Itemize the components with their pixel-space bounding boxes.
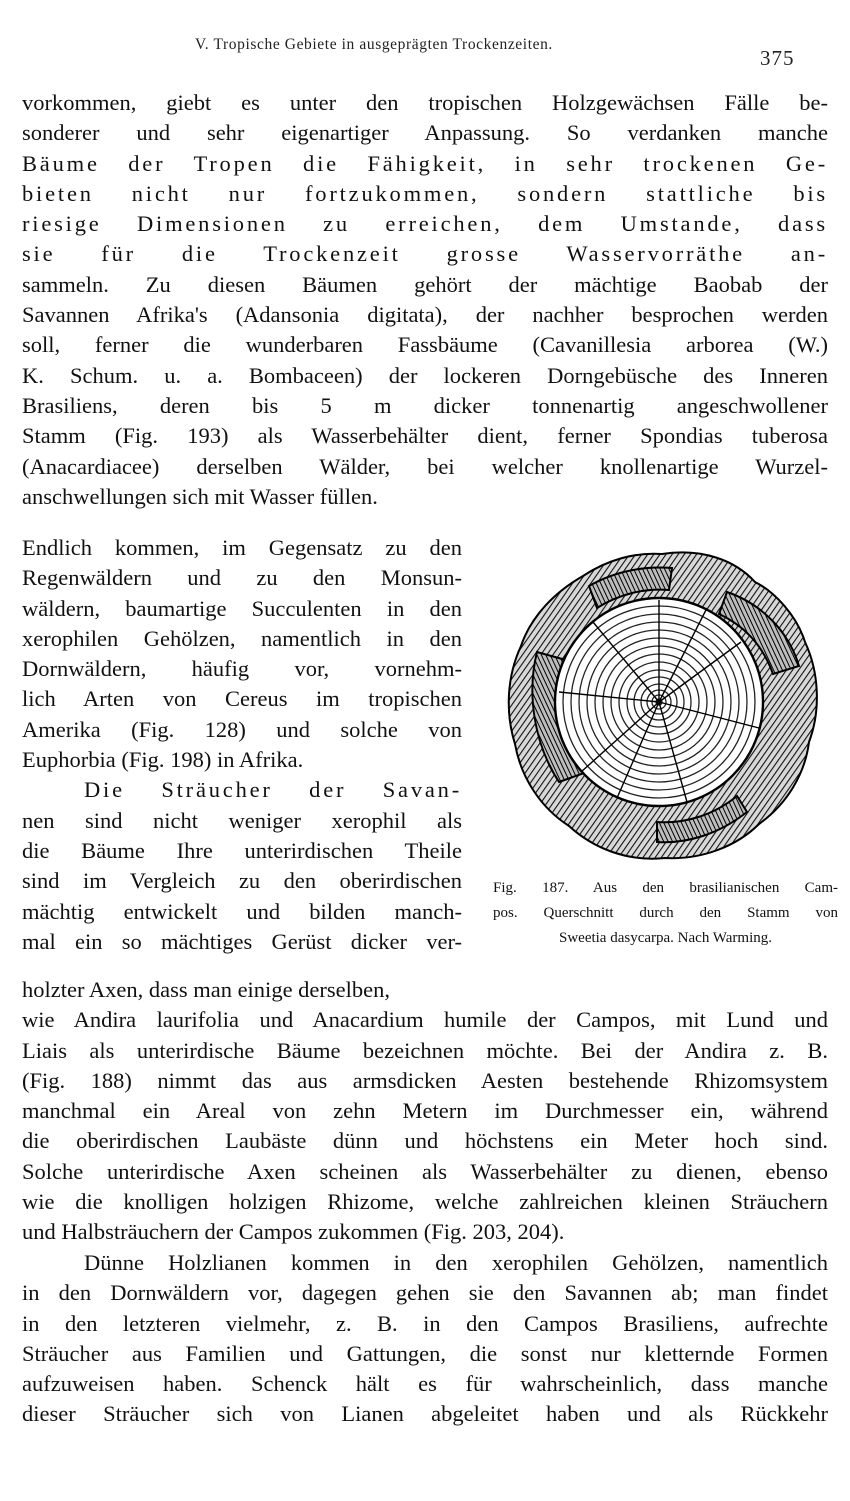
page-header bbox=[0, 30, 850, 70]
text-line: wie Andira laurifolia und Anacardium humile der Campos, mit Lund und bbox=[22, 1007, 828, 1033]
text-line: sammeln. Zu diesen Bäumen gehört der mächtige Baobab der bbox=[22, 271, 828, 297]
page-number: 375 bbox=[760, 46, 795, 70]
text-line: bieten nicht nur fortzukommen, sondern stattliche bis bbox=[22, 180, 828, 206]
caption-line: Fig. 187. Aus den brasilianischen Cam- bbox=[493, 880, 838, 896]
text-line: xerophilen Gehölzen, namentlich in den bbox=[22, 625, 462, 651]
text-line: Stamm (Fig. 193) als Wasserbehälter dient, ferner Spondias tuberosa bbox=[22, 423, 828, 449]
text-line: riesige Dimensionen zu erreichen, dem Umstande, dass bbox=[22, 211, 828, 237]
text-line: dieser Sträucher sich von Lianen abgeleitet haben und als Rückkehr bbox=[22, 1401, 828, 1427]
text-line: Bäume der Tropen die Fähigkeit, in sehr trockenen Ge- bbox=[22, 150, 828, 176]
text-line: die Bäume Ihre unterirdischen Theile bbox=[22, 837, 462, 863]
text-line: mal ein so mächtiges Gerüst dicker ver- bbox=[22, 928, 462, 954]
text-line: Savannen Afrika's (Adansonia digitata), der nachher besprochen werden bbox=[22, 302, 828, 328]
text-line: Solche unterirdische Axen scheinen als Wasserbehälter zu dienen, ebenso bbox=[22, 1158, 828, 1184]
text-line: (Fig. 188) nimmt das aus armsdicken Aesten bestehende Rhizomsystem bbox=[22, 1067, 828, 1093]
text-line: sind im Vergleich zu den oberirdischen bbox=[22, 868, 462, 894]
text-line: soll, ferner die wunderbaren Fassbäume (Cavanillesia arborea (W.) bbox=[22, 332, 828, 358]
text-line: Regenwäldern und zu den Monsun- bbox=[22, 565, 462, 591]
figure-187 bbox=[497, 542, 827, 867]
stem-cross-section-illustration bbox=[497, 542, 827, 867]
paragraph-4 bbox=[22, 1248, 828, 1430]
running-title: V. Tropische Gebiete in ausgeprägten Trockenzeiten. bbox=[195, 36, 553, 53]
text-line: holzter Axen, dass man einige derselben, bbox=[22, 977, 391, 1002]
paragraph-3-continued bbox=[22, 975, 828, 1248]
text-line: wie die knolligen holzigen Rhizome, welche zahlreichen kleinen Sträuchern bbox=[22, 1189, 828, 1215]
caption-line: Sweetia dasycarpa. Nach Warming. bbox=[558, 930, 773, 946]
text-line: Amerika (Fig. 128) und solche von bbox=[22, 716, 462, 742]
text-line: sie für die Trockenzeit grosse Wasservorräthe an- bbox=[22, 241, 828, 267]
text-line: Euphorbia (Fig. 198) in Afrika. bbox=[22, 747, 304, 773]
text-line: sonderer und sehr eigenartiger Anpassung. So verdanken manche bbox=[22, 120, 828, 146]
text-line: in den Dornwäldern vor, dagegen gehen sie den Savannen ab; man findet bbox=[22, 1280, 828, 1306]
text-line: wäldern, baumartige Succulenten in den bbox=[22, 595, 462, 621]
text-line: Liais als unterirdische Bäume bezeichnen möchte. Bei der Andira z. B. bbox=[22, 1037, 828, 1063]
text-line: (Anacardiacee) derselben Wälder, bei welcher knollenartige Wurzel- bbox=[22, 453, 828, 479]
text-line: Brasiliens, deren bis 5 m dicker tonnenartig angeschwollener bbox=[22, 392, 828, 418]
text-line: in den letzteren vielmehr, z. B. in den Campos Brasiliens, aufrechte bbox=[22, 1310, 828, 1336]
text-line: K. Schum. u. a. Bombaceen) der lockeren Dorngebüsche des Inneren bbox=[22, 362, 828, 388]
text-line: anschwellungen sich mit Wasser füllen. bbox=[22, 483, 378, 509]
text-line: vorkommen, giebt es unter den tropischen Holzgewächsen Fälle be- bbox=[22, 90, 828, 115]
paragraph-1 bbox=[22, 88, 828, 512]
text-line: mächtig entwickelt und bilden manch- bbox=[22, 898, 462, 924]
text-line: manchmal ein Areal von zehn Metern im Durchmesser ein, während bbox=[22, 1098, 828, 1124]
wrapped-text-column bbox=[22, 533, 462, 957]
text-line: Die Sträucher der Savan- bbox=[84, 777, 462, 803]
text-line: aufzuweisen haben. Schenck hält es für wahrscheinlich, dass manche bbox=[22, 1371, 828, 1397]
text-line: Dünne Holzlianen kommen in den xerophilen Gehölzen, namentlich bbox=[84, 1250, 828, 1275]
text-line: Dornwäldern, häufig vor, vornehm- bbox=[22, 656, 462, 682]
caption-line: pos. Querschnitt durch den Stamm von bbox=[493, 905, 838, 921]
text-line: lich Arten von Cereus im tropischen bbox=[22, 686, 462, 712]
text-line: die oberirdischen Laubäste dünn und höchstens ein Meter hoch sind. bbox=[22, 1128, 828, 1154]
text-line: und Halbsträuchern der Campos zukommen (Fig. 203, 204). bbox=[22, 1219, 565, 1245]
figure-caption bbox=[493, 876, 838, 951]
text-line: Endlich kommen, im Gegensatz zu den bbox=[22, 535, 462, 560]
text-line: Sträucher aus Familien und Gattungen, die sonst nur kletternde Formen bbox=[22, 1340, 828, 1366]
text-line: nen sind nicht weniger xerophil als bbox=[22, 807, 462, 833]
